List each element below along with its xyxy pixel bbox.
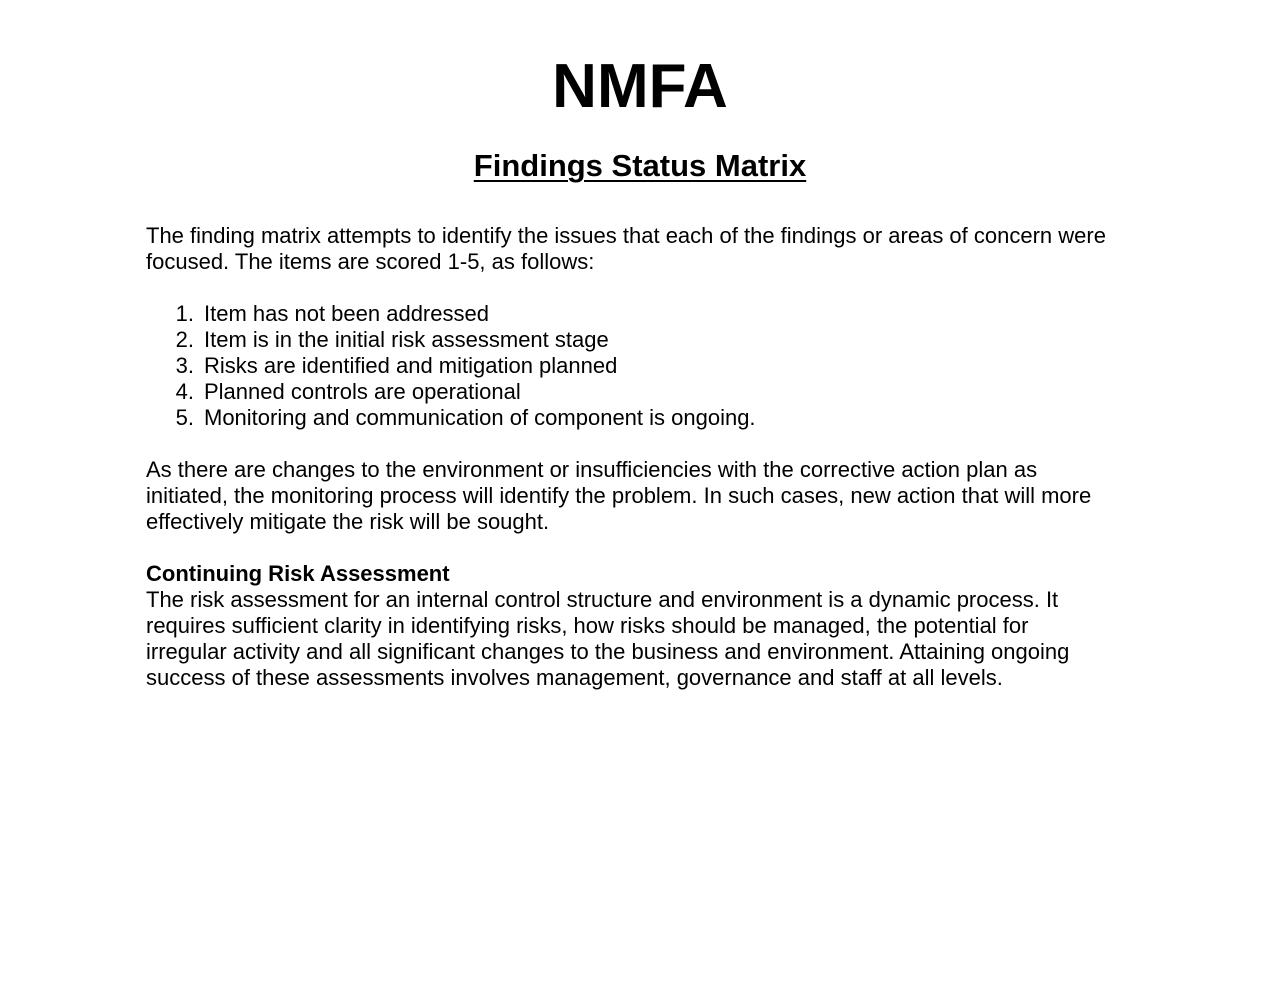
score-list-item (146, 379, 756, 405)
score-list (146, 301, 756, 431)
score-list-item (146, 301, 756, 327)
document-subtitle: Findings Status Matrix (473, 148, 807, 183)
intro-line: The finding matrix attempts to identify the issues that each of the findings or areas of concern were (146, 223, 1106, 248)
changes-line: As there are changes to the environment or insufficiencies with the corrective action plan as (146, 457, 1038, 482)
score-number: 4. (175, 379, 194, 404)
document-title: NMFA (552, 52, 728, 121)
score-text: Planned controls are operational (204, 379, 521, 404)
score-number: 5. (175, 405, 194, 430)
score-list-item (146, 327, 756, 353)
risk-line: The risk assessment for an internal control structure and environment is a dynamic process. It (146, 587, 1059, 612)
risk-line: irregular activity and all significant changes to the business and environment. Attaining ongoing (146, 639, 1070, 664)
intro-line: focused. The items are scored 1-5, as follows: (146, 249, 595, 274)
score-text: Item is in the initial risk assessment stage (204, 327, 609, 352)
changes-paragraph (146, 457, 1156, 535)
score-number: 3. (175, 353, 194, 378)
intro-paragraph (146, 223, 1156, 275)
score-number: 1. (175, 301, 194, 326)
section-heading: Continuing Risk Assessment (146, 561, 450, 586)
risk-paragraph (146, 587, 1156, 691)
score-text: Item has not been addressed (204, 301, 489, 326)
score-text: Risks are identified and mitigation planned (204, 353, 618, 378)
score-list-item (146, 353, 756, 379)
risk-line: success of these assessments involves management, governance and staff at all levels. (146, 665, 1003, 690)
score-number: 2. (175, 327, 194, 352)
changes-line: effectively mitigate the risk will be sought. (146, 509, 550, 534)
risk-line: requires sufficient clarity in identifying risks, how risks should be managed, the potential for (146, 613, 1029, 638)
score-list-item (146, 405, 756, 431)
changes-line: initiated, the monitoring process will identify the problem. In such cases, new action that will more (146, 483, 1092, 508)
score-text: Monitoring and communication of component is ongoing. (204, 405, 756, 430)
